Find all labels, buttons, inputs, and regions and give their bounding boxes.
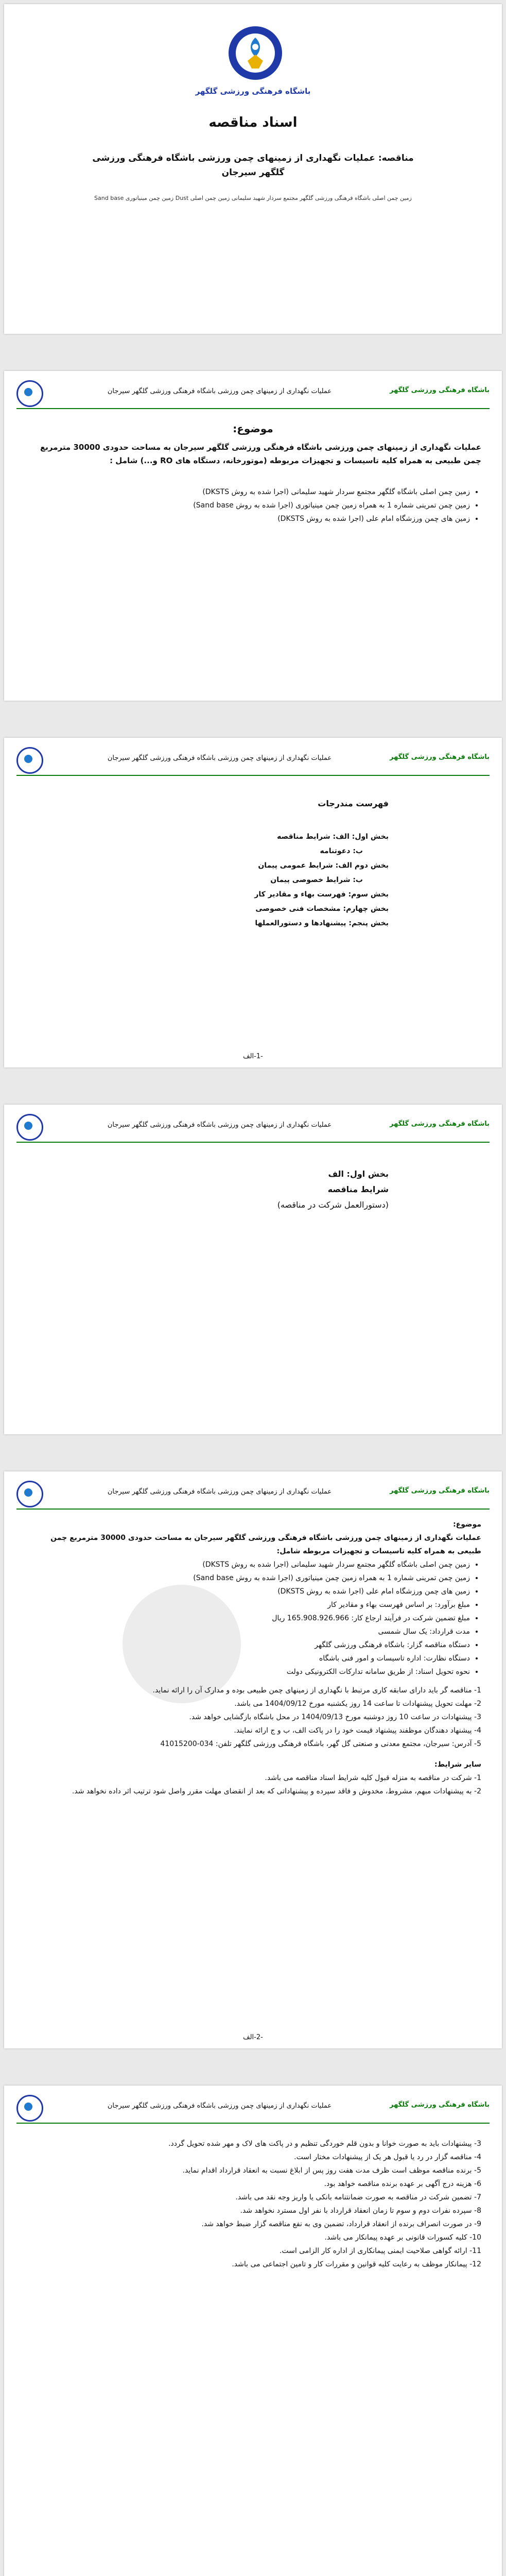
list-item: بخش سوم: فهرست بهاء و مقادیر کار xyxy=(254,890,389,899)
list-item: 5- برنده مناقصه موظف است ظرف مدت هفت روز پس از ابلاغ نسبت به انعقاد قرارداد اقدام نماید. xyxy=(182,2166,481,2175)
list-item: 4- مناقصه گزار در رد یا قبول هر یک از پیشنهادات مختار است. xyxy=(294,2153,481,2161)
list-item: 6- هزینه درج آگهی بر عهده برنده مناقصه خواهد بود. xyxy=(324,2180,481,2188)
page-header xyxy=(16,376,490,409)
cover-footer-line: زمین چمن اصلی باشگاه فرهنگی ورزشی گلگهر مجتمع سردار شهید سلیمانی زمین چمن اصلی Dust زمین چمن مینیاتوری Sand base xyxy=(94,195,412,201)
list-item: • مبلغ برآورد: بر اساس فهرست بهاء و مقادیر کار xyxy=(30,1598,470,1612)
club-name: باشگاه فرهنگی ورزشی گلگهر xyxy=(195,87,311,96)
header-logo-icon xyxy=(16,380,43,407)
toc-page xyxy=(4,738,502,1067)
cover-page xyxy=(4,4,502,334)
list-item: • زمین های چمن ورزشگاه امام علی (اجرا شده به روش DKSTS) xyxy=(35,512,470,526)
list-item: بخش پنجم: پیشنهادها و دستورالعملها xyxy=(255,919,389,927)
list-item: 3- پیشنهادات در ساعت 10 روز دوشنبه مورخ 1404/09/13 در محل باشگاه بازگشایی خواهد شد. xyxy=(189,1713,481,1721)
part-subtitle: (دستورالعمل شرکت در مناقصه) xyxy=(277,1200,389,1210)
toc-heading: فهرست مندرجات xyxy=(318,799,389,808)
subject-page xyxy=(4,371,502,701)
list-item: 1- شرکت در مناقصه به منزله قبول کلیه شرایط اسناد مناقصه می باشد. xyxy=(265,1774,481,1782)
page-header xyxy=(16,2091,490,2124)
club-logo-icon xyxy=(227,25,284,81)
header-brand: باشگاه فرهنگی ورزشی گلگهر xyxy=(390,1487,490,1495)
header-brand: باشگاه فرهنگی ورزشی گلگهر xyxy=(390,1120,490,1128)
part-one-page xyxy=(4,1105,502,1434)
page-number: -1-الف xyxy=(243,1053,263,1060)
conditions-content xyxy=(30,1518,481,1798)
conditions-continued-content xyxy=(30,2137,481,2271)
header-title: عملیات نگهداری از زمینهای چمن ورزشی باشگاه فرهنگی ورزشی گلگهر سیرجان xyxy=(107,2102,332,2110)
notes-block xyxy=(30,1684,481,1751)
list-item: 11- ارائه گواهی صلاحیت ایمنی پیمانکاری از اداره کار الزامی است. xyxy=(279,2247,481,2255)
header-logo-icon xyxy=(16,747,43,774)
conditions-heading: موضوع: xyxy=(453,1520,481,1529)
conditions-page xyxy=(4,1471,502,2048)
part-label: بخش اول: الف xyxy=(328,1169,389,1179)
list-item: بخش اول: الف: شرایط مناقصه xyxy=(277,833,389,841)
header-brand: باشگاه فرهنگی ورزشی گلگهر xyxy=(390,2101,490,2109)
club-logo xyxy=(227,25,284,81)
list-item: 4- پیشنهاد دهندگان موظفند پیشنهاد قیمت خود را در پاکت الف، ب و ج ارائه نمایند. xyxy=(234,1726,481,1735)
subject-row xyxy=(81,151,425,180)
list-item: 8- سپرده نفرات دوم و سوم تا زمان انعقاد قرارداد با نفر اول مسترد نخواهد شد. xyxy=(240,2207,481,2215)
header-brand: باشگاه فرهنگی ورزشی گلگهر xyxy=(390,386,490,394)
list-item: • دستگاه نظارت: اداره تاسیسات و امور فنی باشگاه xyxy=(30,1652,470,1665)
conditions-intro: عملیات نگهداری از زمینهای چمن ورزشی باشگاه فرهنگی ورزشی گلگهر سیرجان به مساحت حدودی 30000 مترمربع چمن طبیعی به همراه کلیه تاسیسات و تجهیزات مربوطه شامل: xyxy=(50,1534,481,1555)
list-item: • زمین چمن اصلی باشگاه گلگهر مجتمع سردار شهید سلیمانی (اجرا شده به روش DKSTS) xyxy=(30,1558,470,1571)
list-item: • زمین چمن تمرینی شماره 1 به همراه زمین چمن مینیاتوری (اجرا شده به روش Sand base) xyxy=(35,499,470,512)
header-title: عملیات نگهداری از زمینهای چمن ورزشی باشگاه فرهنگی ورزشی گلگهر سیرجان xyxy=(107,1121,332,1129)
other-conditions-title: سایر شرایط: xyxy=(434,1760,481,1769)
header-logo-icon xyxy=(16,1481,43,1507)
page-header xyxy=(16,1110,490,1143)
list-item: 1- مناقصه گر باید دارای سابقه کاری مرتبط با نگهداری از زمینهای چمن طبیعی بوده و مدارک آن را ارائه نماید. xyxy=(152,1686,481,1694)
header-logo-icon xyxy=(16,1114,43,1141)
list-item: • مدت قرارداد: یک سال شمسی xyxy=(30,1625,470,1638)
subject-body: عملیات نگهداری از زمینهای چمن ورزشی باشگاه فرهنگی ورزشی گلگهر سیرجان به مساحت حدودی 30000 مترمربع چمن طبیعی به همراه کلیه تاسیسات و تجهیزات مربوطه (موتورخانه، دستگاه های RO و...) شامل : xyxy=(40,443,481,465)
list-item: • دستگاه مناقصه گزار: باشگاه فرهنگی ورزشی گلگهر xyxy=(30,1638,470,1652)
list-item: • زمین های چمن ورزشگاه امام علی (اجرا شده به روش DKSTS) xyxy=(30,1585,470,1598)
toc-list xyxy=(121,829,389,930)
page-header xyxy=(16,1477,490,1510)
list-item: 7- تضمین شرکت در مناقصه به صورت ضمانتنامه بانکی یا واریز وجه نقد می باشد. xyxy=(235,2193,481,2201)
list-item: 10- کلیه کسورات قانونی بر عهده پیمانکار می باشد. xyxy=(324,2233,481,2242)
list-item: بخش چهارم: مشخصات فنی خصوصی xyxy=(255,905,389,913)
part-block xyxy=(277,1166,389,1213)
header-brand: باشگاه فرهنگی ورزشی گلگهر xyxy=(390,753,490,761)
list-item: ب: دعوتنامه xyxy=(320,847,363,855)
header-title: عملیات نگهداری از زمینهای چمن ورزشی باشگاه فرهنگی ورزشی گلگهر سیرجان xyxy=(107,1488,332,1496)
list-item: • نحوه تحویل اسناد: از طریق سامانه تدارکات الکترونیکی دولت xyxy=(30,1665,470,1679)
header-logo-icon xyxy=(16,2095,43,2122)
header-title: عملیات نگهداری از زمینهای چمن ورزشی باشگاه فرهنگی ورزشی گلگهر سیرجان xyxy=(107,387,332,395)
page-header xyxy=(16,743,490,776)
list-item: • زمین چمن تمرینی شماره 1 به همراه زمین چمن مینیاتوری (اجرا شده به روش Sand base) xyxy=(30,1571,470,1585)
conditions-list xyxy=(30,1558,481,1679)
header-title: عملیات نگهداری از زمینهای چمن ورزشی باشگاه فرهنگی ورزشی گلگهر سیرجان xyxy=(107,754,332,762)
doc-title: اسناد مناقصه xyxy=(208,115,298,130)
subject-text: عملیات نگهداری از زمینهای چمن ورزشی باشگاه فرهنگی ورزشی گلگهر سیرجان xyxy=(92,153,375,178)
list-item: 3- پیشنهادات باید به صورت خوانا و بدون قلم خوردگی تنظیم و در پاکت های لاک و مهر شده تحویل گردد. xyxy=(168,2140,481,2148)
subject-label: مناقصه: xyxy=(378,153,414,163)
subject-list xyxy=(35,485,481,526)
subject-heading: موضوع: xyxy=(233,422,273,435)
part-title: شرایط مناقصه xyxy=(327,1184,389,1194)
list-item: 12- پیمانکار موظف به رعایت کلیه قوانین و مقررات کار و تامین اجتماعی می باشد. xyxy=(232,2260,481,2268)
list-item: 2- مهلت تحویل پیشنهادات تا ساعت 14 روز یکشنبه مورخ 1404/09/12 می باشد. xyxy=(234,1700,481,1708)
list-item: 5- آدرس: سیرجان، مجتمع معدنی و صنعتی گل گهر، باشگاه فرهنگی ورزشی گلگهر تلفن: 034-41015200 xyxy=(160,1740,481,1748)
list-item: • مبلغ تضمین شرکت در فرآیند ارجاع کار: 165.908.926.966 ریال xyxy=(30,1612,470,1625)
list-item: ب: شرایط خصوصی پیمان xyxy=(270,876,363,884)
conditions-continued-page xyxy=(4,2086,502,2576)
list-item: • زمین چمن اصلی باشگاه گلگهر مجتمع سردار شهید سلیمانی (اجرا شده به روش DKSTS) xyxy=(35,485,470,499)
page-number: -2-الف xyxy=(243,2033,263,2041)
list-item: 2- به پیشنهادات مبهم، مشروط، مخدوش و فاقد سپرده و پیشنهاداتی که بعد از انقضای مهلت مقرر واصل شود ترتیب اثر داده نخواهد شد. xyxy=(72,1787,481,1795)
list-item: 9- در صورت انصراف برنده از انعقاد قرارداد، تضمین وی به نفع مناقصه گزار ضبط خواهد شد. xyxy=(201,2220,481,2228)
list-item: بخش دوم الف: شرایط عمومی پیمان xyxy=(258,861,389,870)
